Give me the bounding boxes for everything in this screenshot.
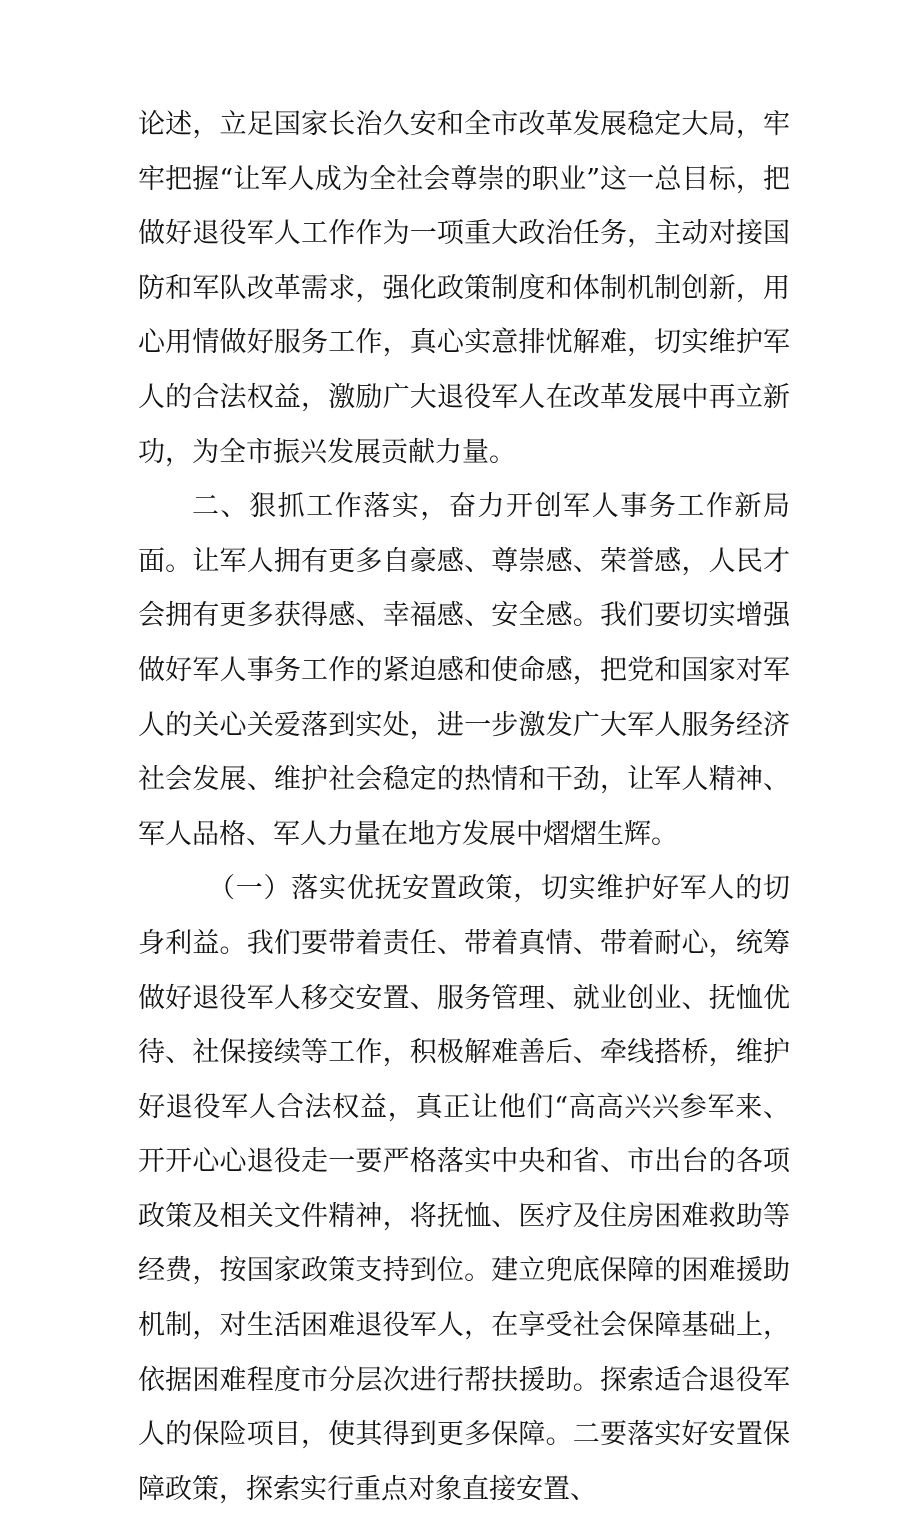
paragraph-2: 二、狠抓工作落实，奋力开创军人事务工作新局面。让军人拥有更多自豪感、尊崇感、荣誉感，人民才会拥有更多获得感、幸福感、安全感。我们要切实增强做好军人事务工作的紧迫感和使命感，把党和国家对军人的关心关爱落到实处，进一步激发广大军人服务经济社会发展、维护社会稳定的热情和干劲，让军人精神、军人品格、军人力量在地方发展中熠熠生辉。 (138, 491, 790, 850)
document-body (138, 98, 790, 1517)
paragraph-3: （一）落实优抚安置政策，切实维护好军人的切身利益。我们要带着责任、带着真情、带着耐心，统筹做好退役军人移交安置、服务管理、就业创业、抚恤优待、社保接续等工作，积极解难善后、牵线搭桥，维护好退役军人合法权益，真正让他们“高高兴兴参军来、开开心心退役走一要严格落实中央和省、市出台的各项政策及相关文件精神，将抚恤、医疗及住房困难救助等经费，按国家政策支持到位。建立兜底保障的困难援助机制，对生活困难退役军人，在享受社会保障基础上，依据困难程度市分层次进行帮扶援助。探索适合退役军人的保险项目，使其得到更多保障。二要落实好安置保障政策，探索实行重点对象直接安置、 (138, 873, 790, 1505)
paragraph-1: 论述，立足国家长治久安和全市改革发展稳定大局，牢牢把握“让军人成为全社会尊崇的职业”这一总目标，把做好退役军人工作作为一项重大政治任务，主动对接国防和军队改革需求，强化政策制度和体制机制创新，用心用情做好服务工作，真心实意排忧解难，切实维护军人的合法权益，激励广大退役军人在改革发展中再立新功，为全市振兴发展贡献力量。 (138, 109, 790, 468)
